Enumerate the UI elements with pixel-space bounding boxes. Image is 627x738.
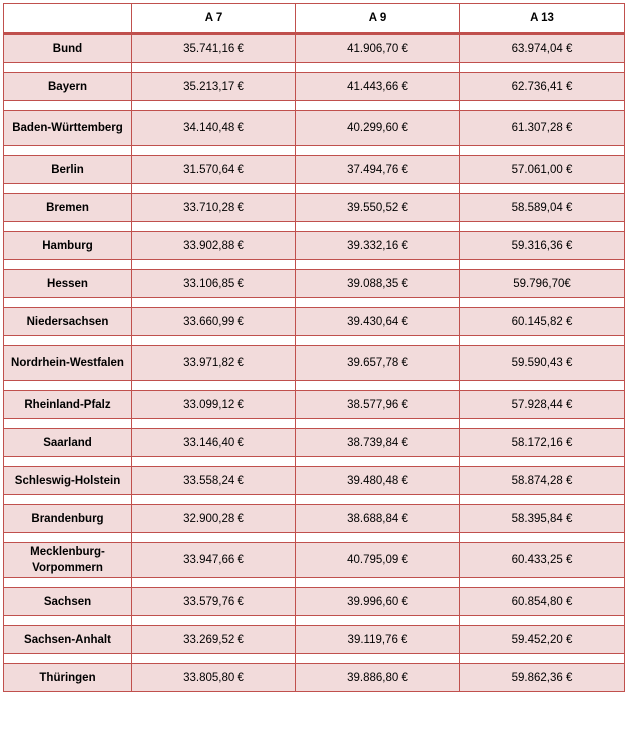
row-label: Nordrhein-Westfalen (4, 346, 132, 381)
column-header-a9: A 9 (296, 4, 460, 34)
value-cell-a13: 58.589,04 € (460, 194, 625, 222)
spacer-row (4, 616, 625, 626)
table-row (4, 391, 625, 419)
row-label: Berlin (4, 156, 132, 184)
spacer-cell (132, 616, 296, 626)
row-label: Thüringen (4, 664, 132, 692)
value-cell-a9: 39.332,16 € (296, 232, 460, 260)
spacer-cell (132, 146, 296, 156)
value-cell-a9: 40.299,60 € (296, 111, 460, 146)
spacer-cell (460, 336, 625, 346)
spacer-row (4, 298, 625, 308)
value-cell-a9: 38.577,96 € (296, 391, 460, 419)
spacer-cell (4, 616, 132, 626)
row-label: Mecklenburg-Vorpommern (4, 543, 132, 578)
value-cell-a9: 38.688,84 € (296, 505, 460, 533)
row-label: Sachsen-Anhalt (4, 626, 132, 654)
value-cell-a7: 33.902,88 € (132, 232, 296, 260)
table-row (4, 543, 625, 578)
spacer-cell (296, 222, 460, 232)
table-row (4, 156, 625, 184)
spacer-cell (296, 184, 460, 194)
spacer-cell (4, 419, 132, 429)
value-cell-a7: 33.099,12 € (132, 391, 296, 419)
value-cell-a7: 33.269,52 € (132, 626, 296, 654)
spacer-cell (460, 533, 625, 543)
column-header-a13: A 13 (460, 4, 625, 34)
column-header-a7: A 7 (132, 4, 296, 34)
table-row (4, 73, 625, 101)
value-cell-a13: 59.590,43 € (460, 346, 625, 381)
value-cell-a9: 39.430,64 € (296, 308, 460, 336)
spacer-row (4, 495, 625, 505)
spacer-row (4, 533, 625, 543)
value-cell-a9: 41.906,70 € (296, 34, 460, 63)
row-label: Saarland (4, 429, 132, 457)
value-cell-a13: 60.145,82 € (460, 308, 625, 336)
spacer-cell (296, 101, 460, 111)
value-cell-a13: 59.862,36 € (460, 664, 625, 692)
spacer-row (4, 578, 625, 588)
spacer-cell (460, 419, 625, 429)
spacer-cell (4, 457, 132, 467)
value-cell-a9: 39.657,78 € (296, 346, 460, 381)
spacer-cell (132, 419, 296, 429)
corner-cell (4, 4, 132, 34)
value-cell-a9: 39.996,60 € (296, 588, 460, 616)
row-label: Bremen (4, 194, 132, 222)
row-label: Schleswig-Holstein (4, 467, 132, 495)
table-row (4, 346, 625, 381)
row-label: Bayern (4, 73, 132, 101)
spacer-cell (460, 184, 625, 194)
value-cell-a13: 57.928,44 € (460, 391, 625, 419)
spacer-cell (4, 495, 132, 505)
spacer-cell (4, 654, 132, 664)
value-cell-a9: 39.088,35 € (296, 270, 460, 298)
spacer-cell (132, 533, 296, 543)
row-label: Rheinland-Pfalz (4, 391, 132, 419)
spacer-cell (460, 101, 625, 111)
spacer-cell (4, 336, 132, 346)
table-row (4, 664, 625, 692)
value-cell-a13: 61.307,28 € (460, 111, 625, 146)
value-cell-a13: 59.796,70€ (460, 270, 625, 298)
salary-table (3, 3, 625, 692)
spacer-cell (4, 222, 132, 232)
table-row (4, 194, 625, 222)
value-cell-a7: 32.900,28 € (132, 505, 296, 533)
spacer-cell (460, 222, 625, 232)
salary-table-container (3, 3, 625, 692)
value-cell-a7: 35.741,16 € (132, 34, 296, 63)
value-cell-a13: 58.395,84 € (460, 505, 625, 533)
spacer-cell (460, 616, 625, 626)
value-cell-a13: 58.172,16 € (460, 429, 625, 457)
spacer-cell (460, 457, 625, 467)
table-row (4, 34, 625, 63)
spacer-cell (460, 578, 625, 588)
spacer-cell (132, 222, 296, 232)
spacer-cell (4, 533, 132, 543)
table-row (4, 626, 625, 654)
spacer-cell (460, 495, 625, 505)
row-label: Bund (4, 34, 132, 63)
value-cell-a13: 63.974,04 € (460, 34, 625, 63)
spacer-cell (296, 260, 460, 270)
row-label: Niedersachsen (4, 308, 132, 336)
spacer-cell (460, 63, 625, 73)
spacer-cell (132, 260, 296, 270)
spacer-cell (4, 63, 132, 73)
spacer-row (4, 184, 625, 194)
value-cell-a7: 33.579,76 € (132, 588, 296, 616)
spacer-cell (460, 260, 625, 270)
spacer-cell (296, 654, 460, 664)
value-cell-a9: 39.119,76 € (296, 626, 460, 654)
spacer-cell (296, 381, 460, 391)
row-label: Hamburg (4, 232, 132, 260)
spacer-cell (460, 146, 625, 156)
value-cell-a13: 58.874,28 € (460, 467, 625, 495)
value-cell-a9: 41.443,66 € (296, 73, 460, 101)
value-cell-a13: 59.452,20 € (460, 626, 625, 654)
spacer-row (4, 381, 625, 391)
spacer-cell (132, 457, 296, 467)
table-row (4, 429, 625, 457)
spacer-row (4, 419, 625, 429)
spacer-cell (132, 336, 296, 346)
value-cell-a9: 39.480,48 € (296, 467, 460, 495)
spacer-cell (296, 419, 460, 429)
spacer-cell (132, 381, 296, 391)
value-cell-a7: 31.570,64 € (132, 156, 296, 184)
spacer-cell (460, 654, 625, 664)
spacer-row (4, 63, 625, 73)
value-cell-a13: 62.736,41 € (460, 73, 625, 101)
table-row (4, 505, 625, 533)
spacer-cell (460, 298, 625, 308)
value-cell-a9: 39.550,52 € (296, 194, 460, 222)
value-cell-a7: 33.558,24 € (132, 467, 296, 495)
spacer-cell (460, 381, 625, 391)
value-cell-a7: 33.710,28 € (132, 194, 296, 222)
spacer-row (4, 336, 625, 346)
value-cell-a7: 33.106,85 € (132, 270, 296, 298)
row-label: Baden-Württemberg (4, 111, 132, 146)
value-cell-a13: 60.433,25 € (460, 543, 625, 578)
spacer-row (4, 260, 625, 270)
spacer-row (4, 101, 625, 111)
value-cell-a9: 37.494,76 € (296, 156, 460, 184)
spacer-cell (4, 298, 132, 308)
spacer-cell (132, 578, 296, 588)
spacer-cell (132, 495, 296, 505)
table-row (4, 467, 625, 495)
value-cell-a13: 59.316,36 € (460, 232, 625, 260)
table-row (4, 270, 625, 298)
table-body (4, 34, 625, 692)
value-cell-a7: 33.805,80 € (132, 664, 296, 692)
spacer-cell (132, 63, 296, 73)
value-cell-a7: 33.971,82 € (132, 346, 296, 381)
spacer-cell (296, 578, 460, 588)
spacer-row (4, 146, 625, 156)
spacer-cell (4, 101, 132, 111)
header-row (4, 4, 625, 34)
value-cell-a7: 33.947,66 € (132, 543, 296, 578)
value-cell-a13: 60.854,80 € (460, 588, 625, 616)
row-label: Hessen (4, 270, 132, 298)
spacer-cell (296, 533, 460, 543)
spacer-row (4, 654, 625, 664)
spacer-cell (296, 336, 460, 346)
value-cell-a9: 38.739,84 € (296, 429, 460, 457)
value-cell-a7: 33.146,40 € (132, 429, 296, 457)
spacer-cell (132, 654, 296, 664)
spacer-cell (4, 146, 132, 156)
value-cell-a13: 57.061,00 € (460, 156, 625, 184)
value-cell-a9: 40.795,09 € (296, 543, 460, 578)
spacer-cell (296, 495, 460, 505)
spacer-row (4, 222, 625, 232)
spacer-cell (4, 260, 132, 270)
spacer-cell (132, 298, 296, 308)
spacer-cell (132, 101, 296, 111)
spacer-cell (296, 616, 460, 626)
row-label: Sachsen (4, 588, 132, 616)
spacer-cell (296, 457, 460, 467)
spacer-cell (296, 63, 460, 73)
table-row (4, 111, 625, 146)
spacer-row (4, 457, 625, 467)
value-cell-a7: 33.660,99 € (132, 308, 296, 336)
table-row (4, 588, 625, 616)
spacer-cell (4, 184, 132, 194)
table-row (4, 232, 625, 260)
table-row (4, 308, 625, 336)
value-cell-a9: 39.886,80 € (296, 664, 460, 692)
row-label: Brandenburg (4, 505, 132, 533)
value-cell-a7: 34.140,48 € (132, 111, 296, 146)
spacer-cell (132, 184, 296, 194)
spacer-cell (296, 146, 460, 156)
spacer-cell (4, 381, 132, 391)
spacer-cell (4, 578, 132, 588)
spacer-cell (296, 298, 460, 308)
value-cell-a7: 35.213,17 € (132, 73, 296, 101)
